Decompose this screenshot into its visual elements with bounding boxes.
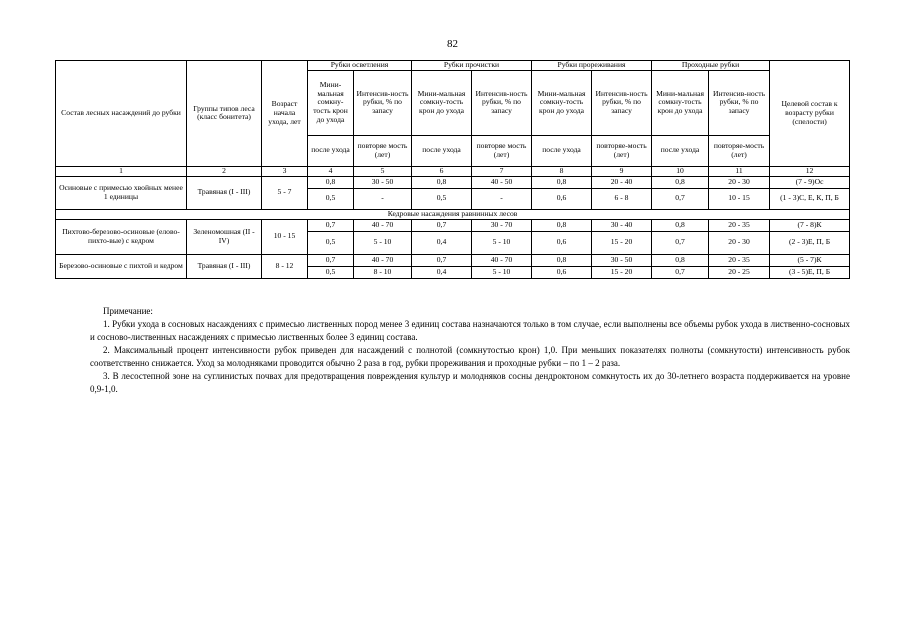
value-cell: 20 - 30 <box>709 231 770 254</box>
value-cell: 0,8 <box>532 176 592 188</box>
note-item: 1. Рубки ухода в сосновых насаждениях с примесью лиственных пород менее 3 единиц состава назначаются только в том случае, если выполнены все объемы рубок ухода в лиственно-сосновых и сосново-лиственных насаждениях с примесью лиственных более 3 единиц состава. <box>90 319 850 342</box>
value-cell: 0,5 <box>308 231 354 254</box>
value-cell: 0,5 <box>308 266 354 278</box>
value-cell: 15 - 20 <box>592 231 652 254</box>
target-cell: (1 - 3)С, Е, К, П, Б <box>770 188 850 209</box>
column-number: 6 <box>412 166 472 176</box>
header-intensity: Интенсив-ность рубки, % по запасу <box>592 70 652 135</box>
value-cell: 0,7 <box>652 188 709 209</box>
header-min-density: Мини-мальная сомкну-тость крон до ухода <box>308 70 354 135</box>
page-number: 82 <box>447 38 458 50</box>
value-cell: 30 - 70 <box>472 219 532 231</box>
section-row <box>56 209 850 219</box>
value-cell: 20 - 40 <box>592 176 652 188</box>
value-cell: 0,7 <box>412 219 472 231</box>
value-cell: 5 - 10 <box>472 266 532 278</box>
value-cell: 30 - 50 <box>592 254 652 266</box>
value-cell: 20 - 35 <box>709 219 770 231</box>
value-cell: 0,6 <box>532 266 592 278</box>
value-cell: 15 - 20 <box>592 266 652 278</box>
table-row <box>56 176 850 188</box>
value-cell: 40 - 70 <box>354 254 412 266</box>
header-after: после ухода <box>308 135 354 166</box>
value-cell: 0,6 <box>532 231 592 254</box>
header-repeat: повторяе-мость (лет) <box>709 135 770 166</box>
value-cell: 30 - 50 <box>354 176 412 188</box>
header-after: после ухода <box>532 135 592 166</box>
value-cell: 0,8 <box>412 176 472 188</box>
value-cell: 8 - 10 <box>354 266 412 278</box>
forest-group-cell: Зеленомошная (II - IV) <box>187 219 262 254</box>
value-cell: 0,4 <box>412 231 472 254</box>
value-cell: 20 - 30 <box>709 176 770 188</box>
column-number-row <box>56 166 850 176</box>
header-target: Целевой состав к возрасту рубки (спелости) <box>770 61 850 167</box>
header-intensity: Интенсив-ность рубки, % по запасу <box>354 70 412 135</box>
header-after: после ухода <box>412 135 472 166</box>
header-group-clearing: Рубки осветления <box>308 61 412 71</box>
table-row <box>56 219 850 231</box>
header-group-passing: Проходные рубки <box>652 61 770 71</box>
thinning-table <box>55 60 850 279</box>
target-cell: (7 - 9)Ос <box>770 176 850 188</box>
header-row-groups <box>56 61 850 71</box>
value-cell: 0,8 <box>652 176 709 188</box>
column-number: 3 <box>262 166 308 176</box>
column-number: 7 <box>472 166 532 176</box>
value-cell: 0,8 <box>532 219 592 231</box>
forest-group-cell: Травяная (I - III) <box>187 254 262 278</box>
column-number: 1 <box>56 166 187 176</box>
table-row <box>56 254 850 266</box>
value-cell: 0,8 <box>532 254 592 266</box>
value-cell: 0,7 <box>412 254 472 266</box>
column-number: 2 <box>187 166 262 176</box>
notes-title: Примечание: <box>103 306 153 316</box>
value-cell: 0,7 <box>308 219 354 231</box>
header-min-density: Мини-мальная сомкну-тость крон до ухода <box>532 70 592 135</box>
value-cell: 20 - 35 <box>709 254 770 266</box>
column-number: 8 <box>532 166 592 176</box>
notes-block <box>90 305 850 396</box>
forest-group-cell: Травяная (I - III) <box>187 176 262 209</box>
value-cell: 0,8 <box>308 176 354 188</box>
value-cell: 0,7 <box>308 254 354 266</box>
note-item: 2. Максимальный процент интенсивности рубок приведен для насаждений с полнотой (сомкнутостью крон) 1,0. При меньших показателях полноты (сомкнутости) интенсивность рубок соответственно снижается. Уход за молодняками проводится обычно 2 раза в год, рубки прореживания и проходные рубки – по 1 – 2 раза. <box>90 345 850 368</box>
value-cell: 40 - 70 <box>354 219 412 231</box>
header-repeat: повторяе мость (лет) <box>354 135 412 166</box>
value-cell: 0,8 <box>652 219 709 231</box>
value-cell: 5 - 10 <box>472 231 532 254</box>
column-number: 9 <box>592 166 652 176</box>
header-composition: Состав лесных насаждений до рубки <box>56 61 187 167</box>
header-group-cleaning: Рубки прочистки <box>412 61 532 71</box>
header-start-age: Возраст начала ухода, лет <box>262 61 308 167</box>
value-cell: 0,7 <box>652 266 709 278</box>
composition-cell: Осиновые с примесью хвойных менее 1 единицы <box>56 176 187 209</box>
header-group-thinning: Рубки прореживания <box>532 61 652 71</box>
note-item: 3. В лесостепной зоне на суглинистых почвах для предотвращения повреждения культур и молодняков сосны дендроктоном сомкнутость их до 30-летнего возраста поддерживается на уровне 0,9-1,0. <box>90 371 850 394</box>
composition-cell: Березово-осиновые с пихтой и кедром <box>56 254 187 278</box>
header-repeat: повторяе-мость (лет) <box>592 135 652 166</box>
header-after: после ухода <box>652 135 709 166</box>
age-cell: 8 - 12 <box>262 254 308 278</box>
value-cell: 5 - 10 <box>354 231 412 254</box>
value-cell: 40 - 50 <box>472 176 532 188</box>
age-cell: 10 - 15 <box>262 219 308 254</box>
header-repeat: повторяе мость (лет) <box>472 135 532 166</box>
column-number: 5 <box>354 166 412 176</box>
value-cell: 0,4 <box>412 266 472 278</box>
section-title: Кедровые насаждения равнинных лесов <box>56 209 850 219</box>
header-forest-groups: Группы типов леса (класс бонитета) <box>187 61 262 167</box>
value-cell: 0,8 <box>652 254 709 266</box>
target-cell: (2 - 3)Е, П, Б <box>770 231 850 254</box>
value-cell: 10 - 15 <box>709 188 770 209</box>
header-intensity: Интенсив-ность рубки, % по запасу <box>709 70 770 135</box>
target-cell: (7 - 8)К <box>770 219 850 231</box>
age-cell: 5 - 7 <box>262 176 308 209</box>
header-min-density: Мини-мальная сомкну-тость крон до ухода <box>412 70 472 135</box>
composition-cell: Пихтово-березово-осиновые (елово-пихто-вые) с кедром <box>56 219 187 254</box>
column-number: 11 <box>709 166 770 176</box>
value-cell: - <box>472 188 532 209</box>
value-cell: 0,5 <box>308 188 354 209</box>
value-cell: 0,5 <box>412 188 472 209</box>
target-cell: (5 - 7)К <box>770 254 850 266</box>
value-cell: 0,7 <box>652 231 709 254</box>
column-number: 4 <box>308 166 354 176</box>
column-number: 10 <box>652 166 709 176</box>
target-cell: (3 - 5)Е, П, Б <box>770 266 850 278</box>
header-min-density: Мини-мальная сомкну-тость крон до ухода <box>652 70 709 135</box>
header-intensity: Интенсив-ность рубки, % по запасу <box>472 70 532 135</box>
value-cell: 20 - 25 <box>709 266 770 278</box>
value-cell: 0,6 <box>532 188 592 209</box>
value-cell: 6 - 8 <box>592 188 652 209</box>
value-cell: - <box>354 188 412 209</box>
value-cell: 40 - 70 <box>472 254 532 266</box>
column-number: 12 <box>770 166 850 176</box>
value-cell: 30 - 40 <box>592 219 652 231</box>
